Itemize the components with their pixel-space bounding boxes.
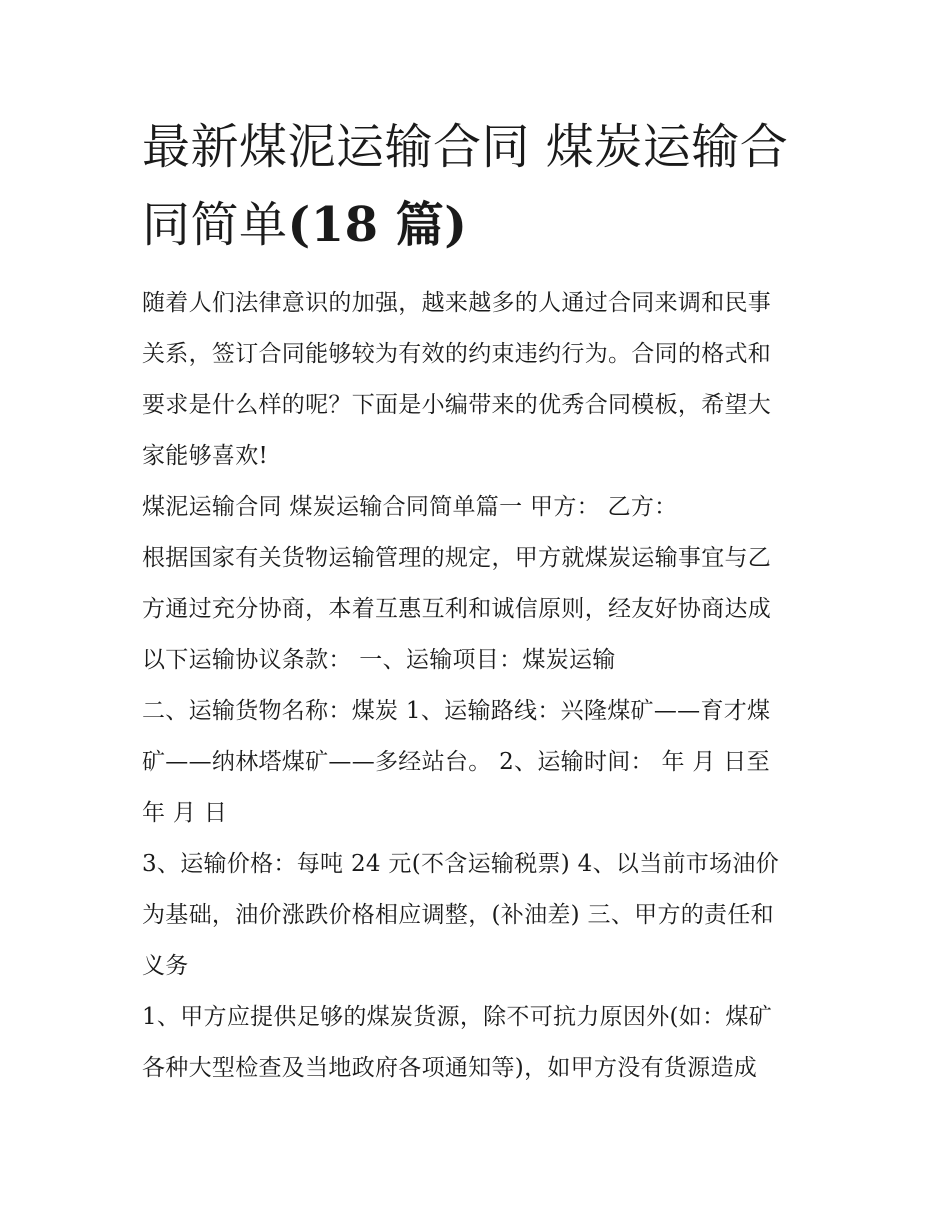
text-line: 根据国家有关货物运输管理的规定，甲方就煤炭运输事宜与乙: [142, 545, 772, 571]
document-body: [142, 278, 814, 1094]
text-line: 为基础，油价涨跌价格相应调整，(补油差) 三、甲方的责任和: [142, 902, 774, 928]
title-line: [142, 186, 814, 264]
document-page: [142, 108, 814, 1094]
text-line: 方通过充分协商，本着互惠互利和诚信原则，经友好协商达成: [142, 596, 772, 622]
text-line: 关系，签订合同能够较为有效的约束违约行为。合同的格式和: [142, 341, 772, 367]
text-line: 家能够喜欢!: [142, 443, 269, 469]
title-line-text: 同简单: [142, 197, 288, 253]
text-line: 义务: [142, 953, 189, 979]
title-line: [142, 108, 814, 186]
text-line: 随着人们法律意识的加强，越来越多的人通过合同来调和民事: [142, 290, 772, 316]
text-line: 1、甲方应提供足够的煤炭货源，除不可抗力原因外(如：煤矿: [142, 1004, 773, 1030]
text-line: 要求是什么样的呢？下面是小编带来的优秀合同模板，希望大: [142, 392, 772, 418]
title-line-bold: (18 篇): [287, 197, 468, 253]
title-line-text: 最新煤泥运输合同 煤炭运输合: [142, 119, 789, 175]
text-line: 二、运输货物名称：煤炭 1、运输路线：兴隆煤矿——育才煤: [142, 698, 771, 724]
text-line: 年 月 日: [142, 800, 228, 826]
text-line: 3、运输价格：每吨 24 元(不含运输税票) 4、以当前市场油价: [142, 851, 780, 877]
text-line: 各种大型检查及当地政府各项通知等)，如甲方没有货源造成: [142, 1055, 758, 1081]
text-line: 矿——纳林塔煤矿——多经站台。 2、运输时间： 年 月 日至: [142, 749, 770, 775]
document-title: [142, 108, 814, 264]
text-line: 以下运输协议条款： 一、运输项目：煤炭运输: [142, 647, 616, 673]
text-line: 煤泥运输合同 煤炭运输合同简单篇一 甲方： 乙方：: [142, 494, 678, 520]
